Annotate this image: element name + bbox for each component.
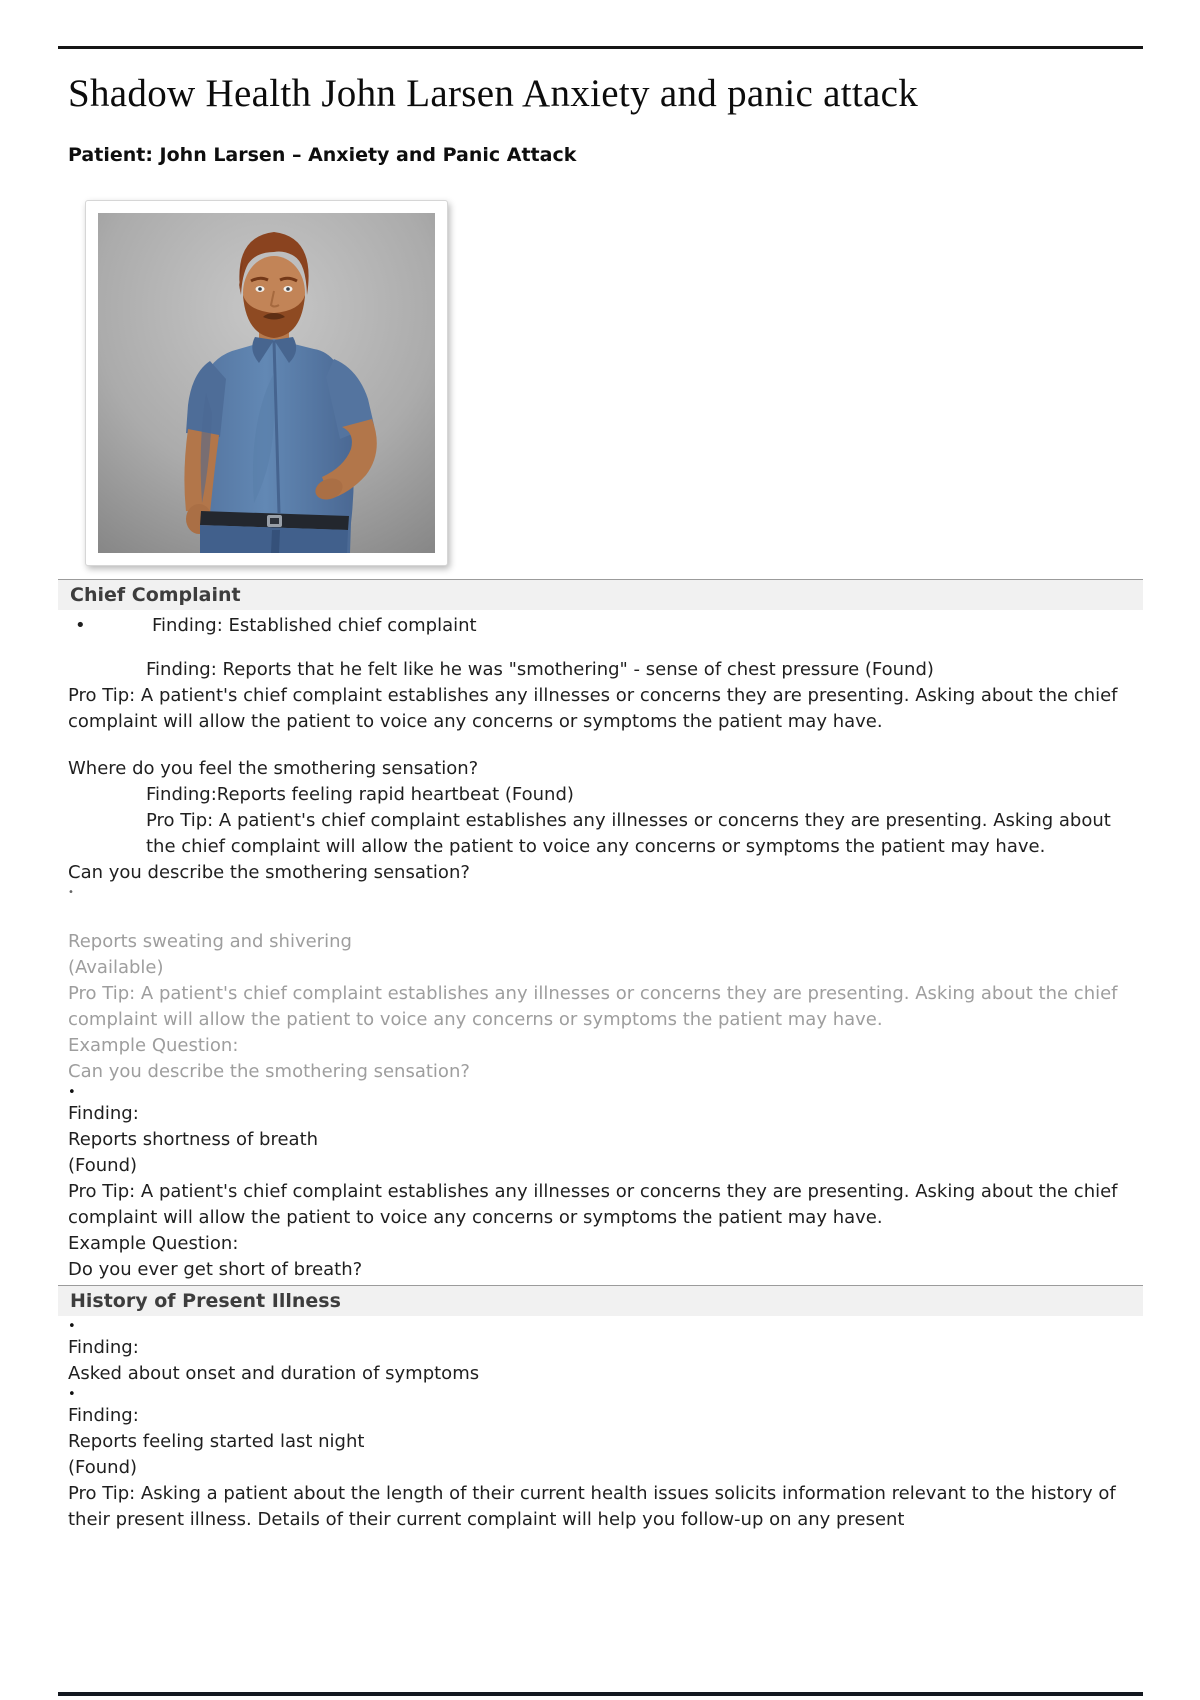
pro-tip-text: Pro Tip: A patient's chief complaint establishes any illnesses or concerns they are presenting. Asking about the chief complaint will allow the patient to voice any concerns or symptoms the patient may have. (68, 983, 1118, 1030)
bullet-icon: • (68, 1387, 76, 1402)
patient-subtitle: Patient: John Larsen – Anxiety and Panic Attack (68, 144, 577, 166)
finding-item (68, 613, 1133, 639)
pro-tip-text: Pro Tip: A patient's chief complaint establishes any illnesses or concerns they are presenting. Asking about the chief complaint will allow the patient to voice any concerns or symptoms the patient may have. (146, 810, 1111, 857)
pro-tip-text: Pro Tip: Asking a patient about the length of their current health issues solicits information relevant to the history of their present illness. Details of their current complaint will help you follow-up on any present (68, 1483, 1116, 1530)
bullet-icon: • (68, 1085, 76, 1100)
bullet-icon: • (75, 615, 86, 636)
section-header-chief-complaint: Chief Complaint (58, 579, 1143, 610)
document-content (58, 49, 1143, 1533)
pro-tip-text: Pro Tip: A patient's chief complaint establishes any illnesses or concerns they are presenting. Asking about the chief complaint will allow the patient to voice any concerns or symptoms the patient may have. (68, 1181, 1118, 1228)
bullet-icon: • (68, 887, 74, 898)
bullet-icon: • (68, 1319, 76, 1334)
finding-text: Asked about onset and duration of symptoms (68, 1363, 480, 1384)
finding-text: Finding: Established chief complaint (152, 615, 477, 636)
pro-tip-text: Pro Tip: A patient's chief complaint establishes any illnesses or concerns they are presenting. Asking about the chief complaint will allow the patient to voice any concerns or symptoms the patient may have. (68, 685, 1118, 732)
example-question-label: Example Question: (68, 1233, 239, 1254)
status-text: (Found) (68, 1457, 138, 1478)
bottom-rule (58, 1692, 1143, 1696)
finding-text: Finding: Reports that he felt like he was "smothering" - sense of chest pressure (Found) (146, 659, 934, 680)
finding-label: Finding: (68, 1337, 139, 1358)
patient-avatar (85, 200, 448, 566)
status-text: (Found) (68, 1155, 138, 1176)
section-header-history-of-present-illness: History of Present Illness (58, 1285, 1143, 1316)
finding-text: Reports shortness of breath (68, 1129, 319, 1150)
question-text: Where do you feel the smothering sensation? (68, 758, 479, 779)
finding-text: Reports sweating and shivering (68, 931, 352, 952)
finding-label: Finding: (68, 1405, 139, 1426)
example-question-label: Example Question: (68, 1035, 239, 1056)
finding-label: Finding: (68, 1103, 139, 1124)
status-text: (Available) (68, 957, 164, 978)
finding-text: Finding:Reports feeling rapid heartbeat (Found) (146, 784, 574, 805)
question-text: Can you describe the smothering sensation? (68, 862, 470, 883)
example-question-text: Do you ever get short of breath? (68, 1259, 363, 1280)
example-question-text: Can you describe the smothering sensation? (68, 1061, 470, 1082)
document-title: Shadow Health John Larsen Anxiety and panic attack (68, 72, 919, 115)
avatar-illustration (98, 213, 435, 553)
finding-text: Reports feeling started last night (68, 1431, 365, 1452)
